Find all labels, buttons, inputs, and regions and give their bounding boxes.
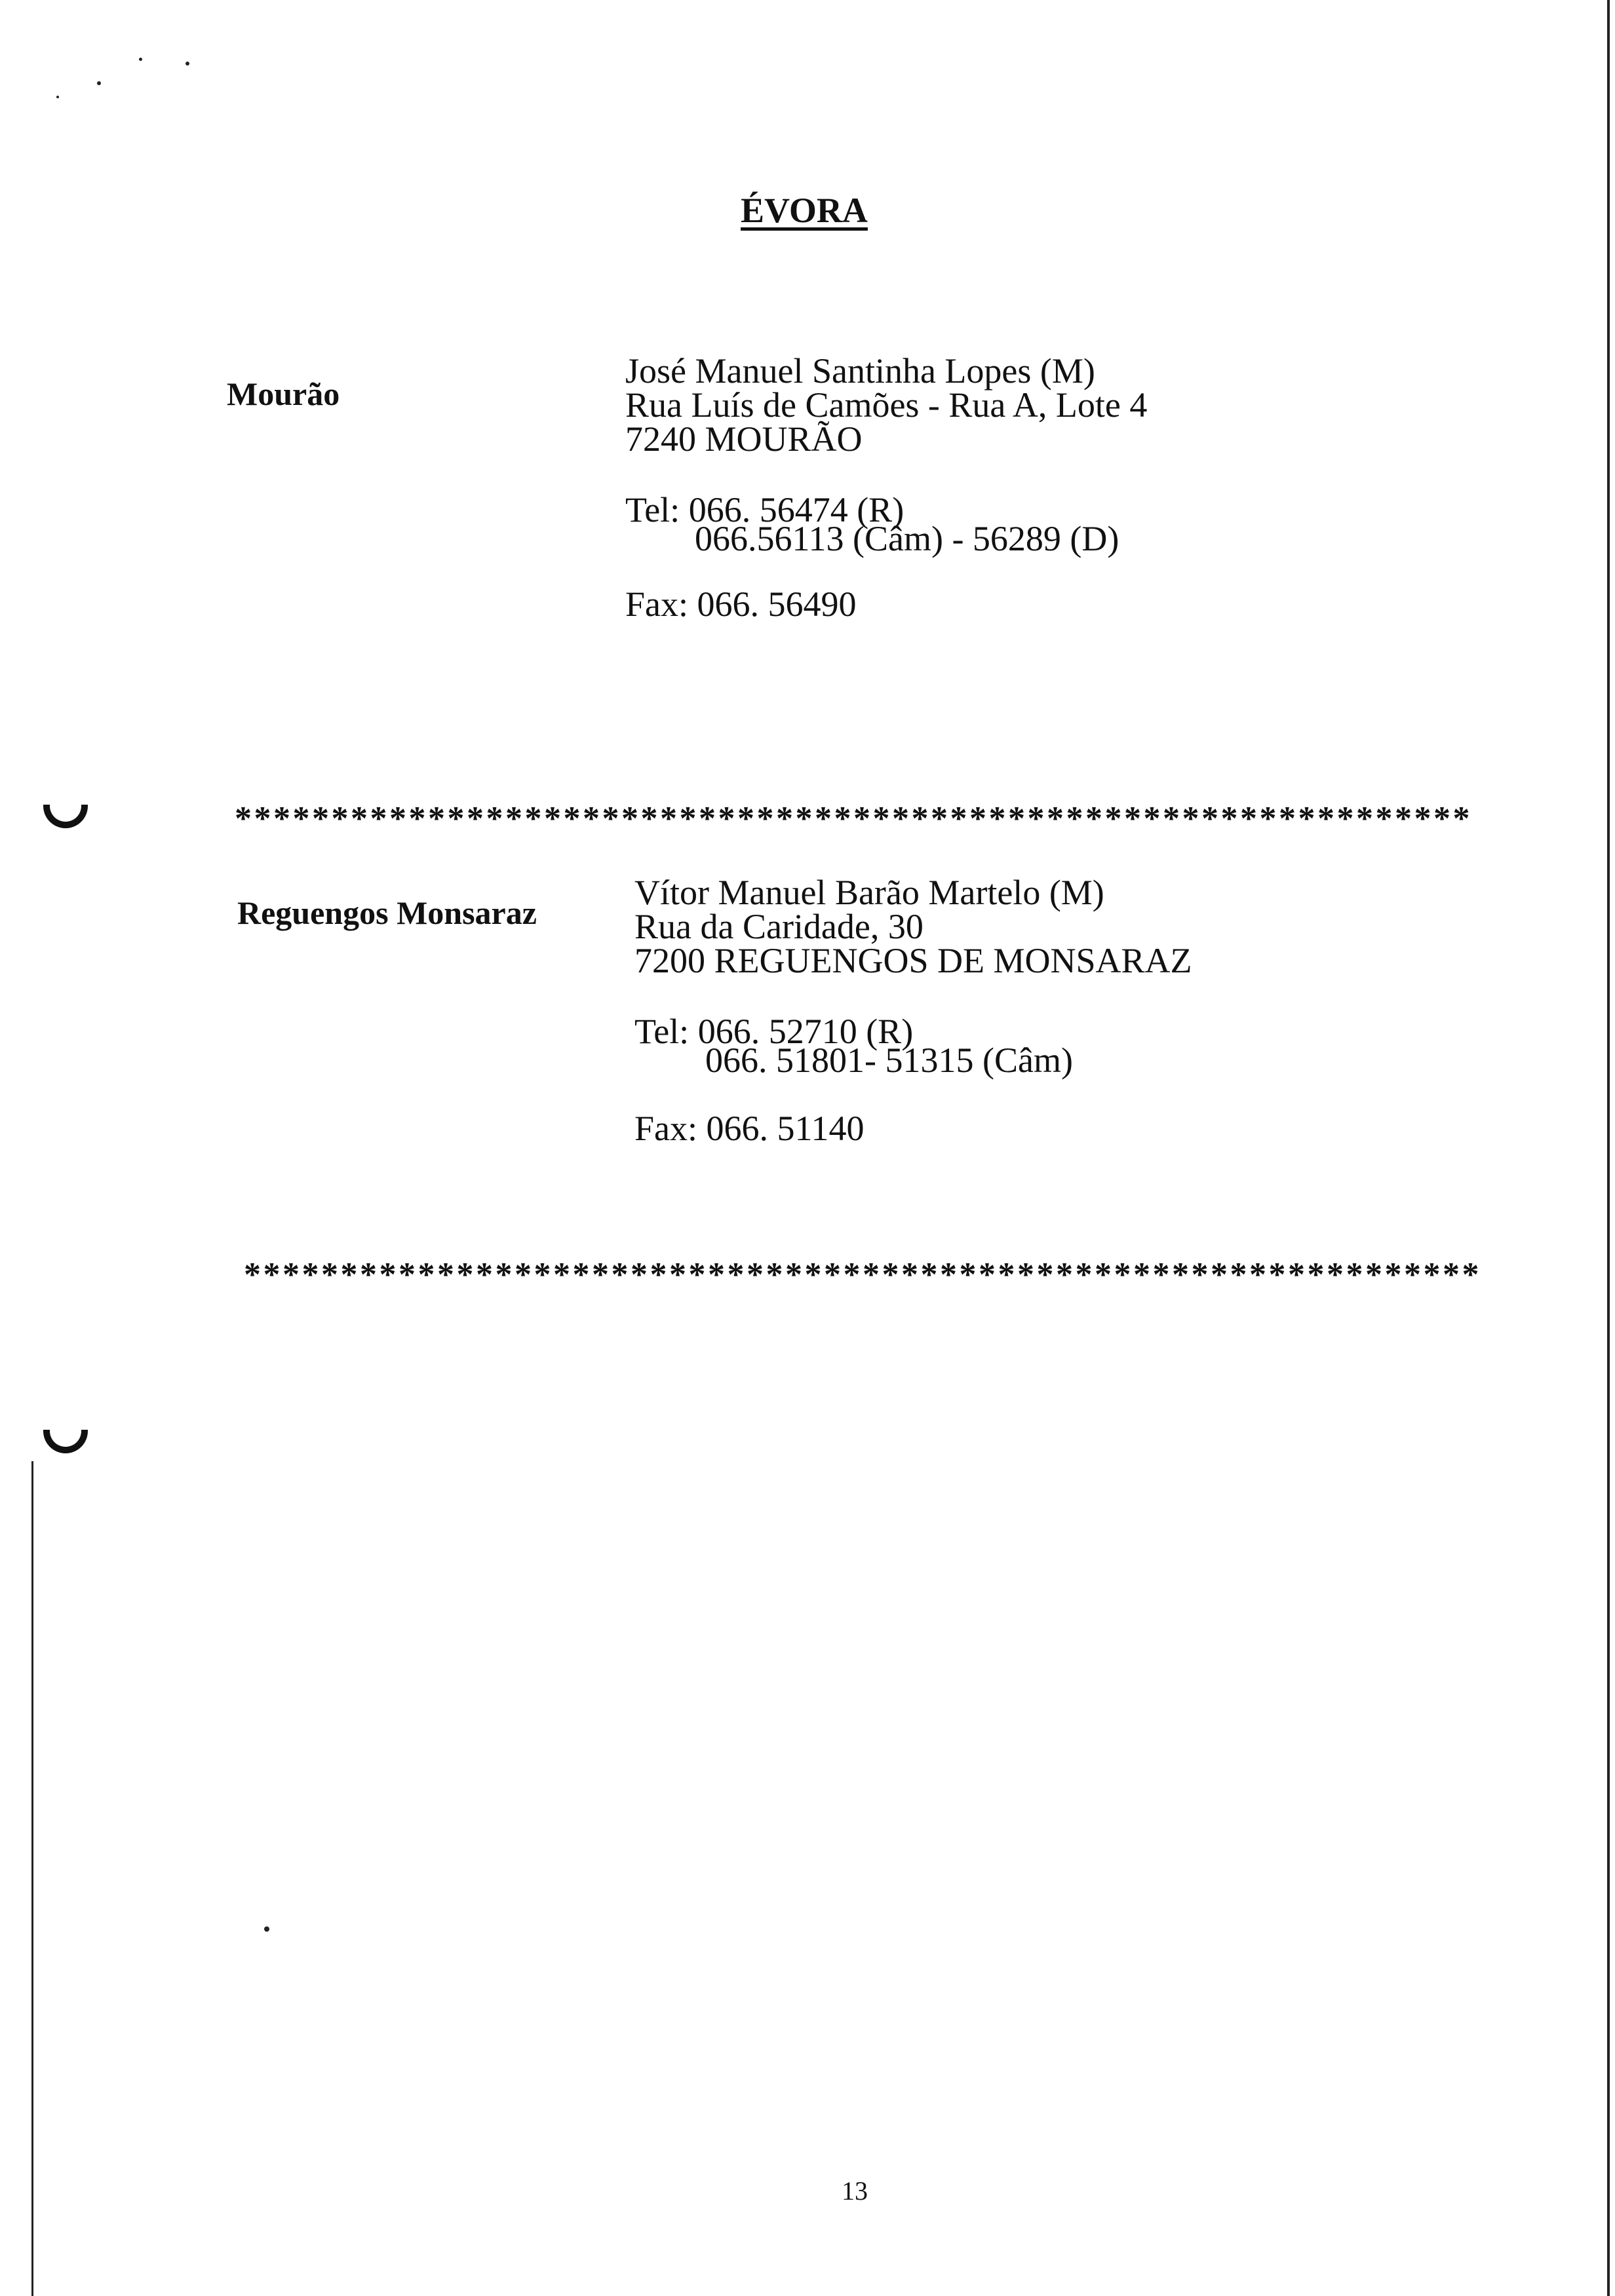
fax-line: Fax: 066. 56490 xyxy=(625,584,857,624)
left-scan-edge xyxy=(31,1461,33,2296)
scan-speck xyxy=(56,96,59,98)
municipality-label: Mourão xyxy=(227,375,340,412)
page-number: 13 xyxy=(842,2176,868,2206)
fax-line: Fax: 066. 51140 xyxy=(634,1109,865,1148)
punch-hole-mark xyxy=(43,805,88,828)
address-line-2: 7200 REGUENGOS DE MONSARAZ xyxy=(634,941,1192,980)
mayor-name: Vítor Manuel Barão Martelo (M) xyxy=(634,873,1104,912)
scan-speck xyxy=(264,1926,269,1932)
telephone-line-2: 066.56113 (Câm) - 56289 (D) xyxy=(695,519,1119,558)
separator-line: **************************************************************** xyxy=(244,1256,1481,1293)
mayor-name: José Manuel Santinha Lopes (M) xyxy=(625,351,1095,391)
telephone-line-1: Tel: 066. 56474 (R) xyxy=(625,490,905,529)
scan-speck xyxy=(97,81,101,85)
punch-hole-mark xyxy=(43,1430,88,1453)
municipality-label: Reguengos Monsaraz xyxy=(237,894,537,931)
telephone-line-1: Tel: 066. 52710 (R) xyxy=(634,1012,914,1051)
scan-speck xyxy=(139,58,142,61)
right-scan-edge xyxy=(1607,0,1610,2296)
address-line-2: 7240 MOURÃO xyxy=(625,419,863,459)
telephone-line-2: 066. 51801- 51315 (Câm) xyxy=(705,1041,1073,1080)
address-line-1: Rua Luís de Camões - Rua A, Lote 4 xyxy=(625,385,1148,425)
scan-speck xyxy=(185,62,189,66)
separator-line: **************************************************************** xyxy=(235,800,1472,837)
page-title: ÉVORA xyxy=(741,191,868,230)
address-line-1: Rua da Caridade, 30 xyxy=(634,907,924,946)
